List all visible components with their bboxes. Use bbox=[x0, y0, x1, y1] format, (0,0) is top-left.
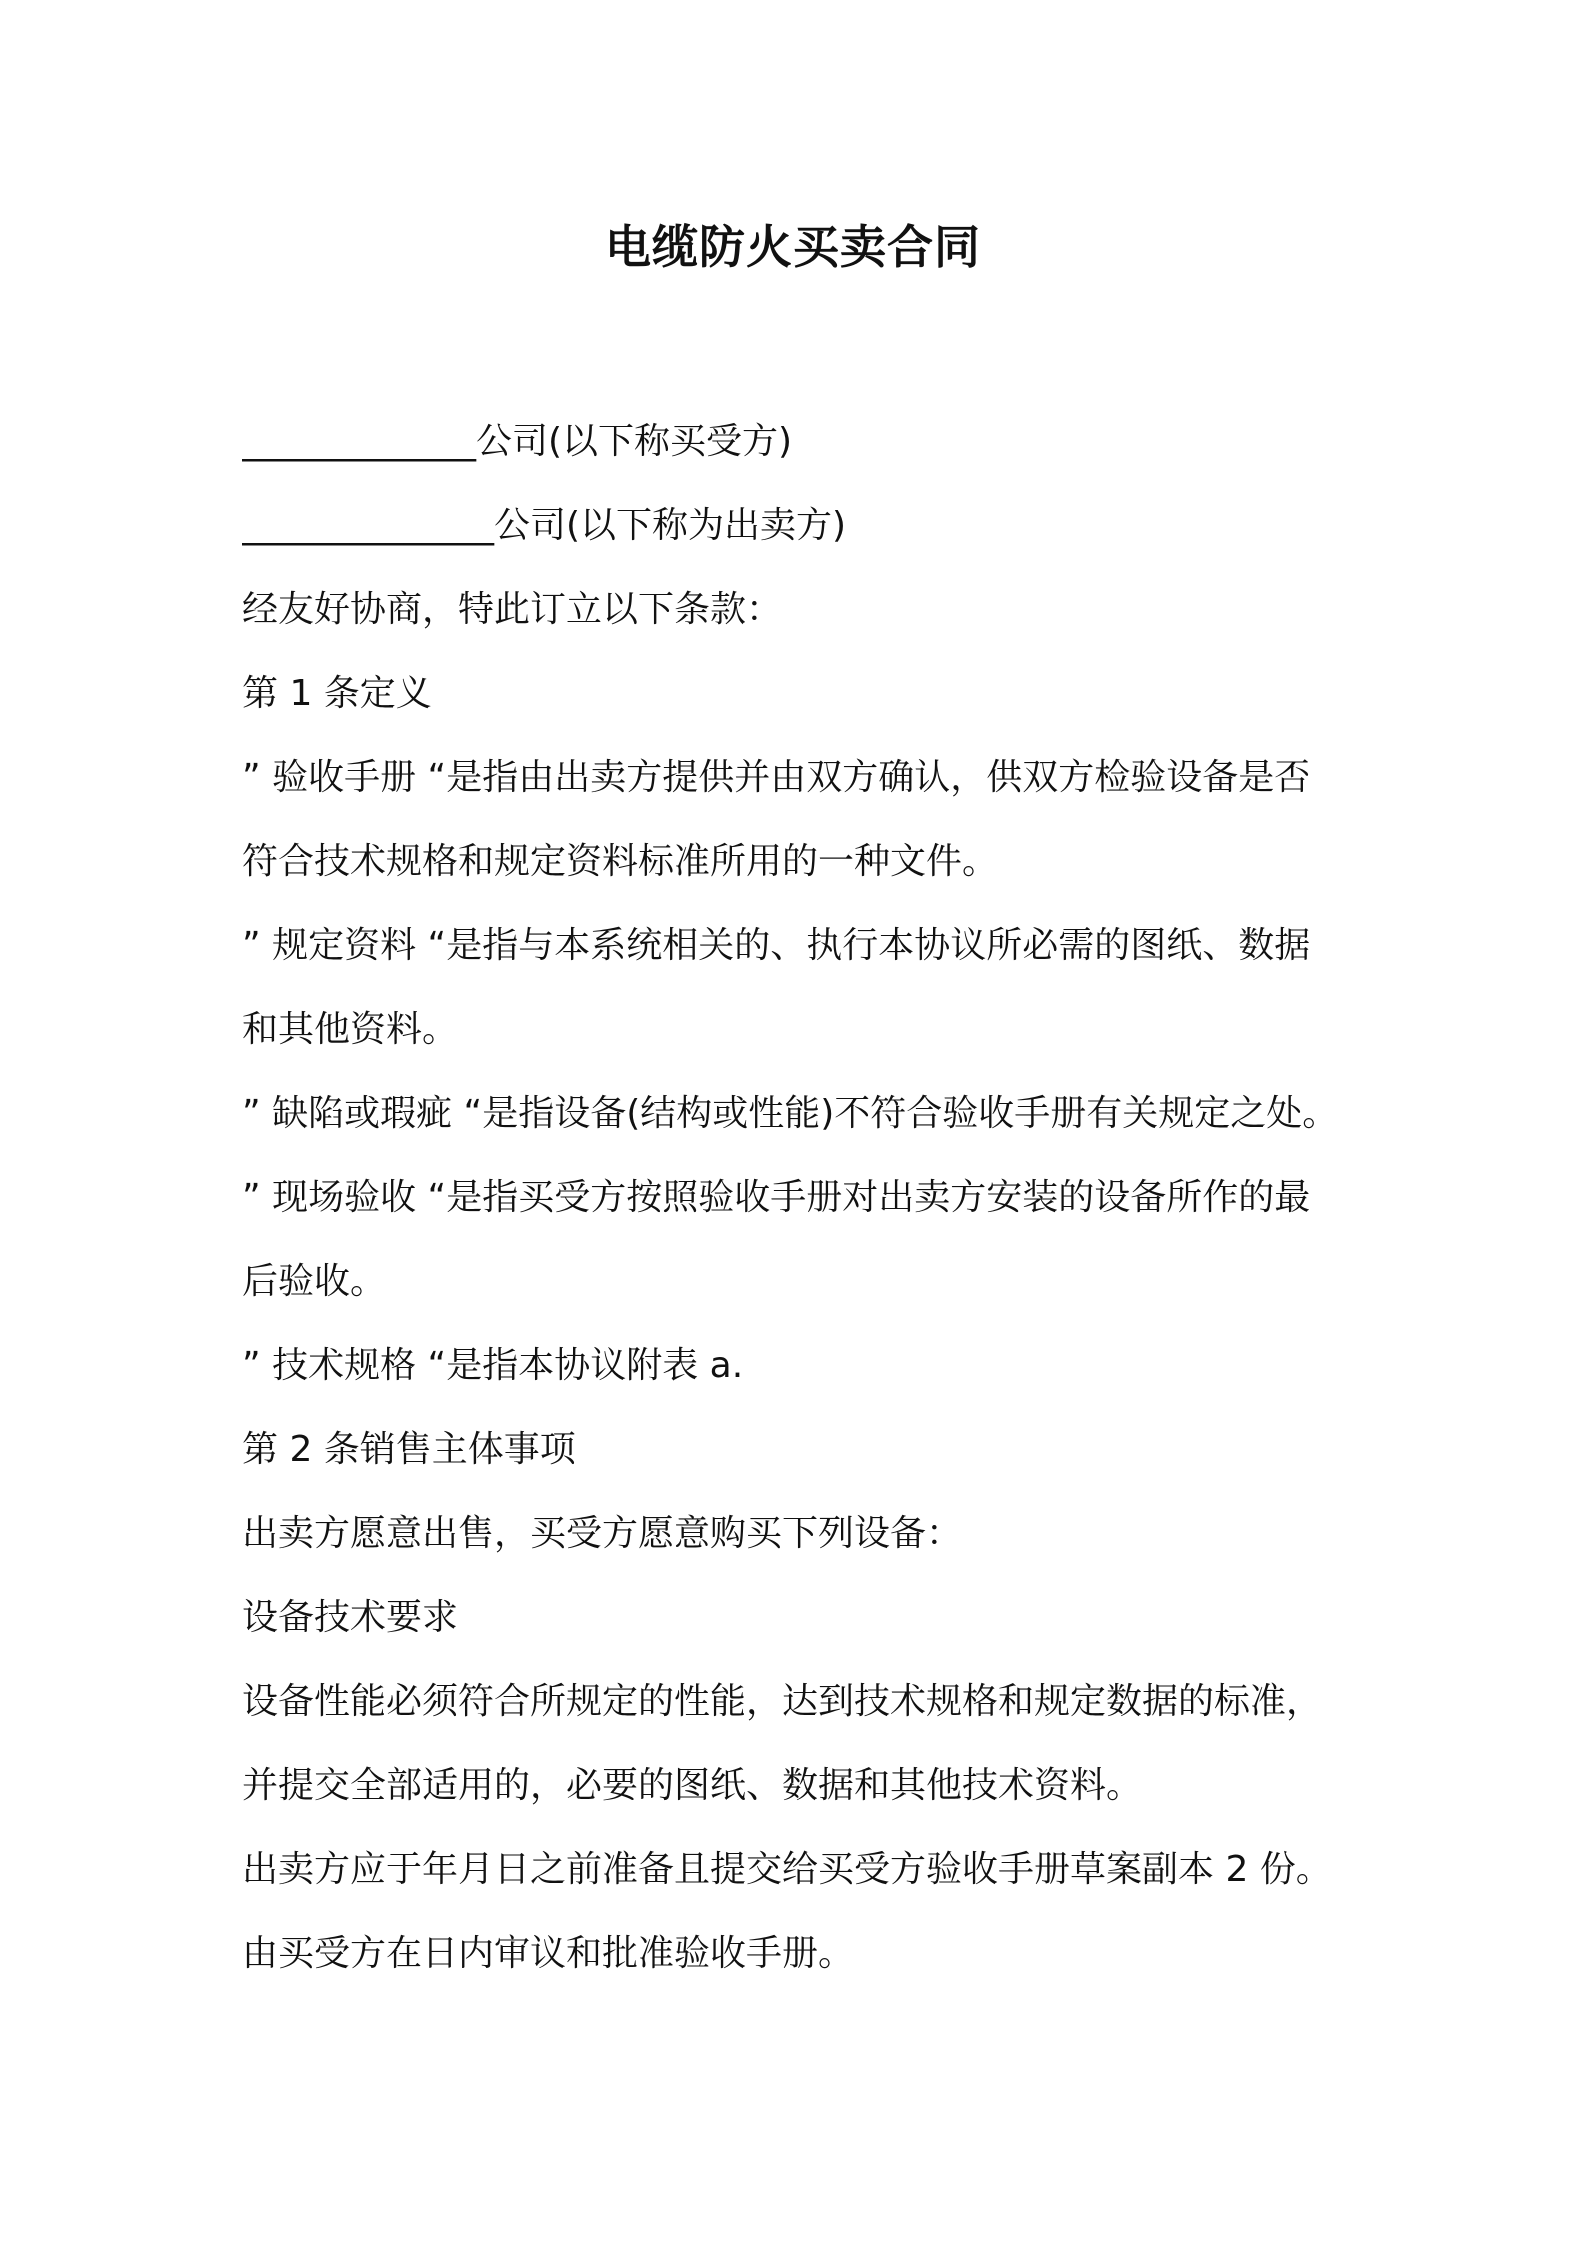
definition-defect-line: ” 缺陷或瑕疵 “是指设备(结构或性能)不符合验收手册有关规定之处。 bbox=[242, 1093, 1339, 1134]
article-1-heading: 第 1 条定义 bbox=[242, 673, 432, 714]
definition-site-acceptance-line-2: 后验收。 bbox=[242, 1261, 387, 1302]
document-body bbox=[242, 400, 1362, 1996]
performance-requirement-line-1: 设备性能必须符合所规定的性能，达到技术规格和规定数据的标准， bbox=[242, 1681, 1323, 1722]
manual-approval-line: 由买受方在日内审议和批准验收手册。 bbox=[242, 1933, 855, 1974]
definition-site-acceptance-line-1: ” 现场验收 “是指买受方按照验收手册对出卖方安装的设备所作的最 bbox=[242, 1177, 1311, 1218]
definition-acceptance-manual-line-1: ” 验收手册 “是指由出卖方提供并由双方确认，供双方检验设备是否 bbox=[242, 757, 1311, 798]
sale-agreement-line: 出卖方愿意出售，买受方愿意购买下列设备： bbox=[242, 1513, 963, 1554]
article-2-heading: 第 2 条销售主体事项 bbox=[242, 1429, 576, 1470]
performance-requirement-line-2: 并提交全部适用的，必要的图纸、数据和其他技术资料。 bbox=[242, 1765, 1143, 1806]
equipment-requirements-heading: 设备技术要求 bbox=[242, 1597, 459, 1638]
definition-specified-data-line-1: ” 规定资料 “是指与本系统相关的、执行本协议所必需的图纸、数据 bbox=[242, 925, 1311, 966]
definition-acceptance-manual-line-2: 符合技术规格和规定资料标准所用的一种文件。 bbox=[242, 841, 999, 882]
document-title: 电缆防火买卖合同 bbox=[605, 220, 981, 274]
seller-company-line: ______________公司(以下称为出卖方) bbox=[242, 505, 847, 546]
definition-technical-spec-line: ” 技术规格 “是指本协议附表 a. bbox=[242, 1345, 744, 1386]
manual-draft-line: 出卖方应于年月日之前准备且提交给买受方验收手册草案副本 2 份。 bbox=[242, 1849, 1332, 1890]
buyer-company-line: _____________公司(以下称买受方) bbox=[242, 421, 793, 462]
preamble-line: 经友好协商，特此订立以下条款： bbox=[242, 589, 783, 630]
definition-specified-data-line-2: 和其他资料。 bbox=[242, 1009, 459, 1050]
